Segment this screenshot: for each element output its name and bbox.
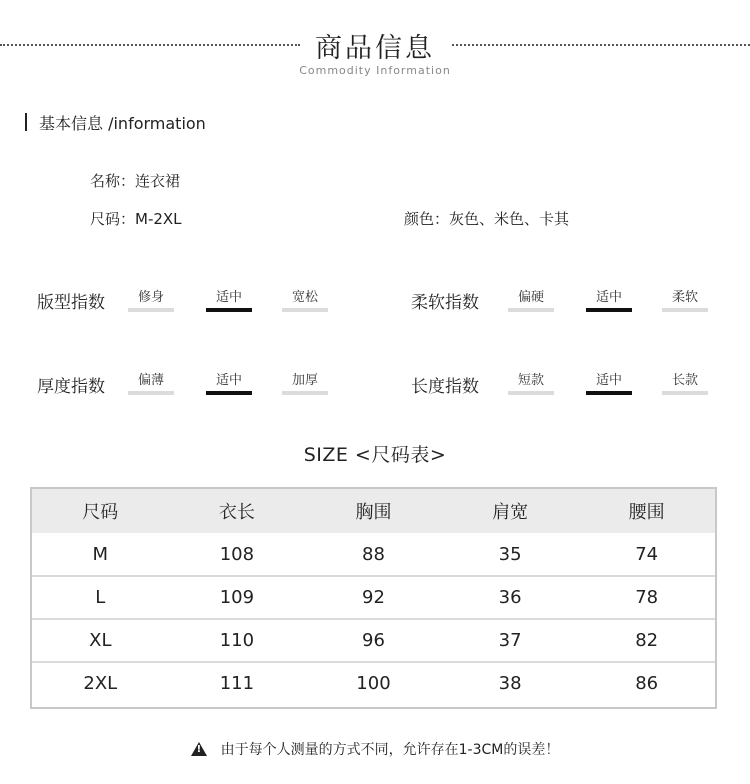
- index-option-bar: [508, 308, 554, 312]
- index-title: 柔软指数: [411, 293, 479, 313]
- index-option-selected-bar: [206, 391, 252, 395]
- table-row: [32, 662, 715, 705]
- page-header: [0, 24, 750, 84]
- index-option-selected-bar: [586, 308, 632, 312]
- index-option-label: 长款: [671, 373, 698, 388]
- index-option-selected-bar: [586, 391, 632, 395]
- measurement-note: [0, 739, 750, 759]
- index-title: 厚度指数: [37, 377, 105, 397]
- size-table-title: SIZE <尺码表>: [303, 444, 447, 466]
- table-cell: 96: [362, 630, 385, 651]
- index-option-bar: [662, 308, 708, 312]
- note-text: 由于每个人测量的方式不同，允许存在1-3CM的误差！: [220, 742, 560, 758]
- index-option-bar: [508, 391, 554, 395]
- index-title: 长度指数: [411, 377, 479, 397]
- table-cell: 111: [219, 673, 255, 694]
- table-header-row: [32, 489, 715, 533]
- table-cell: 36: [498, 587, 522, 608]
- index-option-label: 适中: [215, 373, 242, 388]
- table-cell: L: [95, 587, 106, 608]
- page-subtitle: Commodity Information: [299, 64, 451, 77]
- table-cell: 86: [635, 673, 659, 694]
- index-option-label: 适中: [595, 373, 622, 388]
- product-size-range: 尺码：M-2XL: [90, 210, 182, 228]
- table-header-cell: 衣长: [218, 502, 255, 523]
- index-option-bar: [128, 391, 174, 395]
- index-option-bar: [128, 308, 174, 312]
- table-cell: 78: [635, 587, 659, 608]
- basic-info-heading: [25, 112, 206, 132]
- table-cell: 109: [219, 587, 255, 608]
- index-option-bar: [282, 391, 328, 395]
- index-option-bar: [282, 308, 328, 312]
- index-option-label: 适中: [595, 290, 622, 305]
- size-table: [30, 487, 717, 709]
- index-option-label: 偏薄: [137, 373, 164, 388]
- table-row: [32, 533, 715, 576]
- index-title: 版型指数: [37, 293, 105, 313]
- table-header-cell: 胸围: [355, 502, 392, 523]
- table-cell: 37: [498, 630, 522, 651]
- index-option-selected-bar: [206, 308, 252, 312]
- table-cell: 108: [219, 544, 255, 565]
- table-header-cell: 腰围: [628, 502, 665, 523]
- table-cell: 100: [356, 673, 391, 694]
- index-option-label: 偏硬: [517, 290, 544, 305]
- table-cell: XL: [89, 630, 112, 651]
- index-option-label: 修身: [137, 290, 164, 305]
- product-colors: 颜色：灰色、米色、卡其: [404, 210, 570, 228]
- section-marker: [25, 113, 27, 131]
- index-option-label: 柔软: [671, 290, 698, 305]
- table-cell: 2XL: [83, 673, 118, 694]
- table-header-cell: 肩宽: [492, 502, 529, 523]
- table-cell: 74: [635, 544, 659, 565]
- table-cell: 82: [635, 630, 659, 651]
- index-option-label: 短款: [517, 373, 544, 388]
- section-label: 基本信息 /information: [39, 113, 206, 133]
- product-name: 名称：连衣裙: [90, 172, 181, 190]
- table-cell: 35: [498, 544, 522, 565]
- index-option-label: 加厚: [291, 373, 318, 388]
- page-title: 商品信息: [315, 33, 435, 64]
- index-option-label: 适中: [215, 290, 242, 305]
- table-cell: 92: [362, 587, 385, 608]
- table-cell: 88: [362, 544, 385, 565]
- table-row: [32, 619, 715, 662]
- table-row: [32, 576, 715, 619]
- index-option-bar: [662, 391, 708, 395]
- index-option-label: 宽松: [291, 290, 318, 305]
- table-cell: 110: [219, 630, 255, 651]
- table-cell: M: [92, 544, 109, 565]
- table-cell: 38: [498, 673, 522, 694]
- table-header-cell: 尺码: [82, 502, 119, 523]
- warning-icon: [191, 742, 207, 756]
